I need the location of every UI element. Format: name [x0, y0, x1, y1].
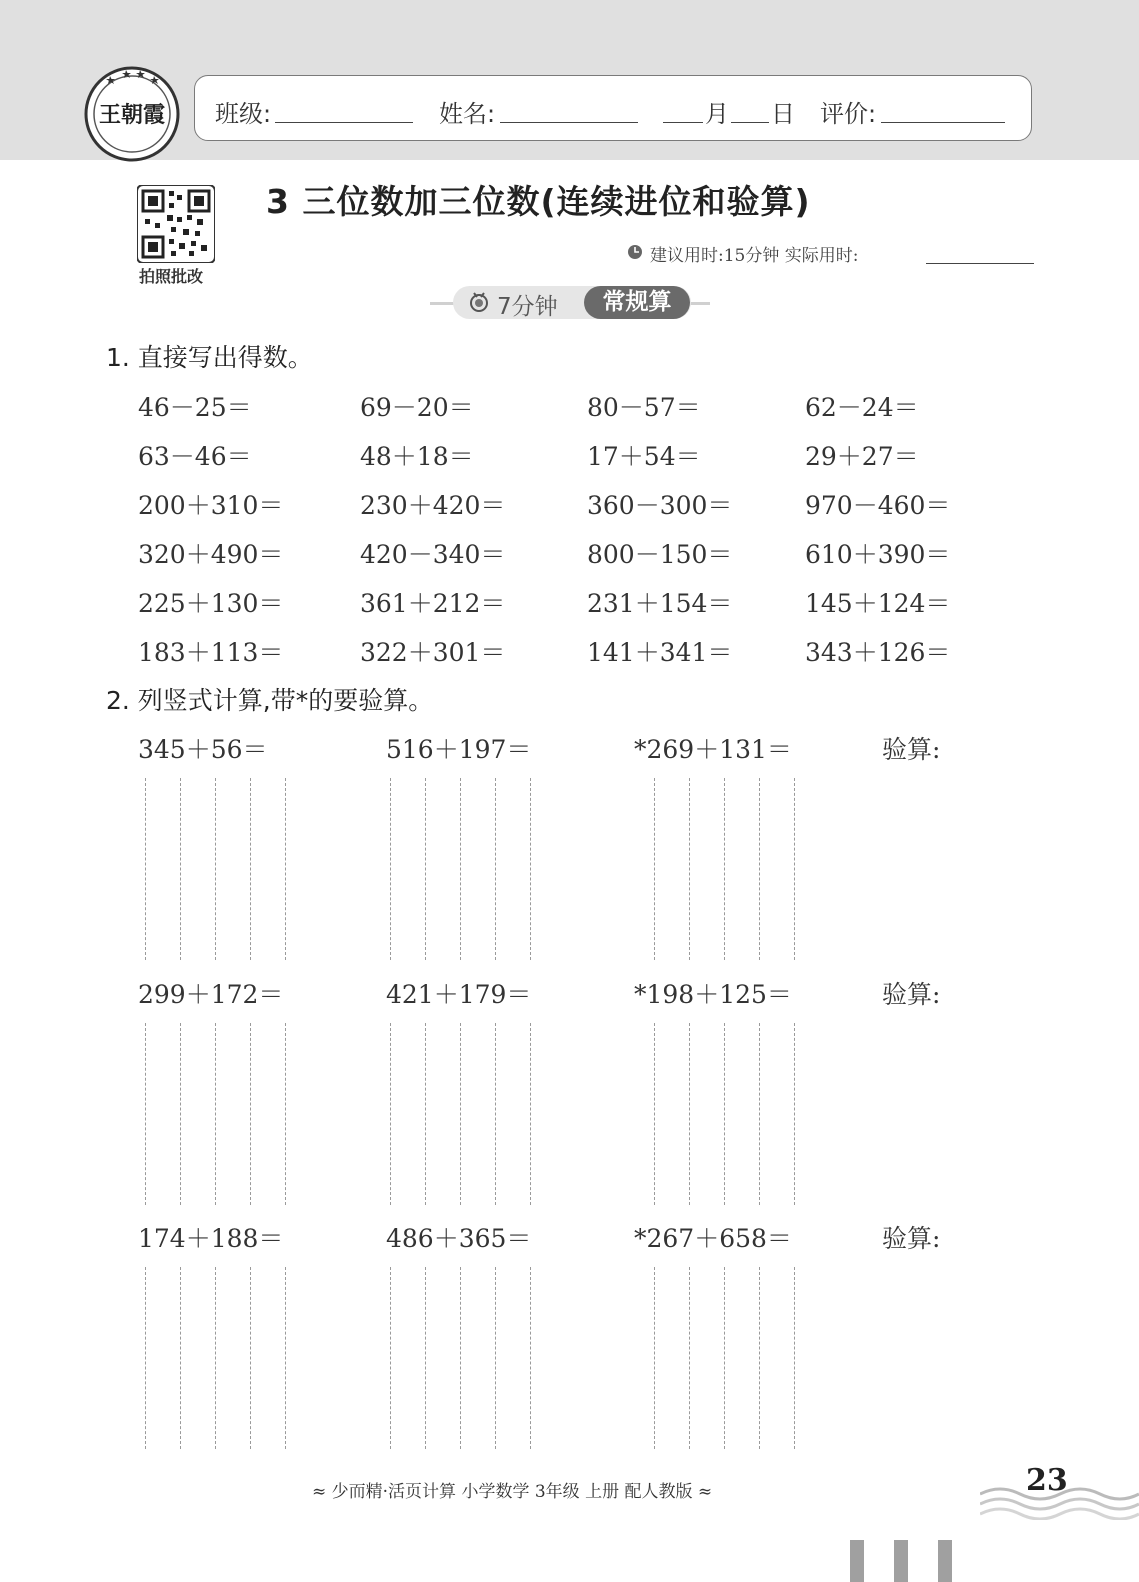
work-column-guide[interactable] — [724, 1267, 725, 1449]
class-label: 班级: — [215, 100, 272, 128]
work-column-guide[interactable] — [250, 1267, 251, 1449]
work-column-guide[interactable] — [250, 1023, 251, 1205]
work-column-guide[interactable] — [794, 778, 795, 960]
work-column-guide[interactable] — [285, 778, 286, 960]
work-column-guide[interactable] — [495, 1267, 496, 1449]
work-column-guide[interactable] — [215, 1023, 216, 1205]
mental-problem: 80－57＝ — [587, 393, 701, 422]
vertical-problem: *267＋658＝ — [634, 1224, 792, 1253]
vertical-problem: 516＋197＝ — [386, 735, 532, 764]
name-label: 姓名: — [439, 100, 496, 128]
work-column-guide[interactable] — [145, 778, 146, 960]
work-column-guide[interactable] — [495, 1023, 496, 1205]
work-column-guide[interactable] — [180, 1267, 181, 1449]
vertical-problem: 345＋56＝ — [138, 735, 268, 764]
mental-problem: 48＋18＝ — [360, 442, 474, 471]
work-column-guide[interactable] — [425, 778, 426, 960]
month-label: 月 — [705, 100, 729, 128]
name-field[interactable] — [500, 122, 638, 123]
mental-problem: 69－20＝ — [360, 393, 474, 422]
mental-problem: 361＋212＝ — [360, 589, 506, 618]
work-column-guide[interactable] — [689, 1267, 690, 1449]
section-time: 7分钟 — [497, 294, 558, 320]
mental-problem: 17＋54＝ — [587, 442, 701, 471]
vertical-problem: 299＋172＝ — [138, 980, 284, 1009]
vertical-problem: 421＋179＝ — [386, 980, 532, 1009]
logo-text: 王朝霞 — [98, 102, 166, 128]
work-column-guide[interactable] — [425, 1267, 426, 1449]
work-column-guide[interactable] — [759, 778, 760, 960]
work-column-guide[interactable] — [215, 778, 216, 960]
part2-heading: 2. 列竖式计算,带*的要验算。 — [106, 686, 434, 715]
work-column-guide[interactable] — [794, 1267, 795, 1449]
work-column-guide[interactable] — [180, 778, 181, 960]
mental-problem: 200＋310＝ — [138, 491, 284, 520]
section-tag-label: 常规算 — [584, 286, 690, 319]
check-label: 验算: — [882, 735, 941, 764]
vertical-problem: 486＋365＝ — [386, 1224, 532, 1253]
mental-problem: 322＋301＝ — [360, 638, 506, 667]
class-field[interactable] — [275, 122, 413, 123]
work-column-guide[interactable] — [654, 1023, 655, 1205]
work-column-guide[interactable] — [250, 778, 251, 960]
footer-text — [312, 1477, 712, 1502]
footer-label: 少而精·活页计算 小学数学 3年级 上册 配人教版 — [331, 1482, 693, 1502]
mental-problem: 63－46＝ — [138, 442, 252, 471]
wave-left-icon: ≈ — [312, 1482, 332, 1502]
eval-label: 评价: — [820, 100, 877, 128]
check-label: 验算: — [882, 1224, 941, 1253]
work-column-guide[interactable] — [530, 1267, 531, 1449]
mental-problem: 343＋126＝ — [805, 638, 951, 667]
work-column-guide[interactable] — [390, 778, 391, 960]
actual-time-field[interactable] — [926, 263, 1034, 264]
mental-problem: 320＋490＝ — [138, 540, 284, 569]
work-column-guide[interactable] — [689, 778, 690, 960]
work-column-guide[interactable] — [180, 1023, 181, 1205]
mental-problem: 183＋113＝ — [138, 638, 284, 667]
mental-problem: 145＋124＝ — [805, 589, 951, 618]
work-column-guide[interactable] — [689, 1023, 690, 1205]
page-number: 23 — [1026, 1463, 1068, 1498]
day-label: 日 — [771, 100, 795, 128]
mental-problem: 420－340＝ — [360, 540, 506, 569]
mental-problem: 29＋27＝ — [805, 442, 919, 471]
work-column-guide[interactable] — [390, 1267, 391, 1449]
work-column-guide[interactable] — [495, 778, 496, 960]
qr-code-icon[interactable] — [137, 185, 215, 263]
work-column-guide[interactable] — [460, 778, 461, 960]
work-column-guide[interactable] — [145, 1023, 146, 1205]
vertical-problem: 174＋188＝ — [138, 1224, 284, 1253]
work-column-guide[interactable] — [215, 1267, 216, 1449]
work-column-guide[interactable] — [285, 1267, 286, 1449]
work-column-guide[interactable] — [724, 778, 725, 960]
mental-problem: 610＋390＝ — [805, 540, 951, 569]
work-column-guide[interactable] — [425, 1023, 426, 1205]
wave-right-icon: ≈ — [697, 1482, 713, 1502]
work-column-guide[interactable] — [145, 1267, 146, 1449]
mental-problem: 231＋154＝ — [587, 589, 733, 618]
work-column-guide[interactable] — [530, 1023, 531, 1205]
work-column-guide[interactable] — [460, 1023, 461, 1205]
student-info-box — [194, 75, 1032, 141]
mental-problem: 230＋420＝ — [360, 491, 506, 520]
work-column-guide[interactable] — [390, 1023, 391, 1205]
part1-heading: 1. 直接写出得数。 — [106, 343, 313, 372]
brand-logo — [82, 62, 182, 162]
timing-text: 建议用时:15分钟 实际用时: — [650, 246, 859, 266]
eval-field[interactable] — [881, 122, 1005, 123]
work-column-guide[interactable] — [530, 778, 531, 960]
work-column-guide[interactable] — [794, 1023, 795, 1205]
mental-problem: 800－150＝ — [587, 540, 733, 569]
mental-problem: 225＋130＝ — [138, 589, 284, 618]
medal-icon — [467, 290, 491, 314]
work-column-guide[interactable] — [654, 778, 655, 960]
month-field[interactable] — [663, 122, 703, 123]
work-column-guide[interactable] — [759, 1023, 760, 1205]
page-title: 3 三位数加三位数(连续进位和验算) — [266, 182, 811, 221]
work-column-guide[interactable] — [724, 1023, 725, 1205]
work-column-guide[interactable] — [460, 1267, 461, 1449]
mental-problem: 970－460＝ — [805, 491, 951, 520]
mental-problem: 360－300＝ — [587, 491, 733, 520]
work-column-guide[interactable] — [654, 1267, 655, 1449]
work-column-guide[interactable] — [759, 1267, 760, 1449]
clock-icon — [626, 243, 644, 261]
vertical-problem: *198＋125＝ — [634, 980, 792, 1009]
mental-problem: 141＋341＝ — [587, 638, 733, 667]
qr-label: 拍照批改 — [139, 267, 204, 286]
vertical-problem: *269＋131＝ — [634, 735, 792, 764]
mental-problem: 46－25＝ — [138, 393, 252, 422]
work-column-guide[interactable] — [285, 1023, 286, 1205]
check-label: 验算: — [882, 980, 941, 1009]
mental-problem: 62－24＝ — [805, 393, 919, 422]
day-field[interactable] — [731, 122, 769, 123]
